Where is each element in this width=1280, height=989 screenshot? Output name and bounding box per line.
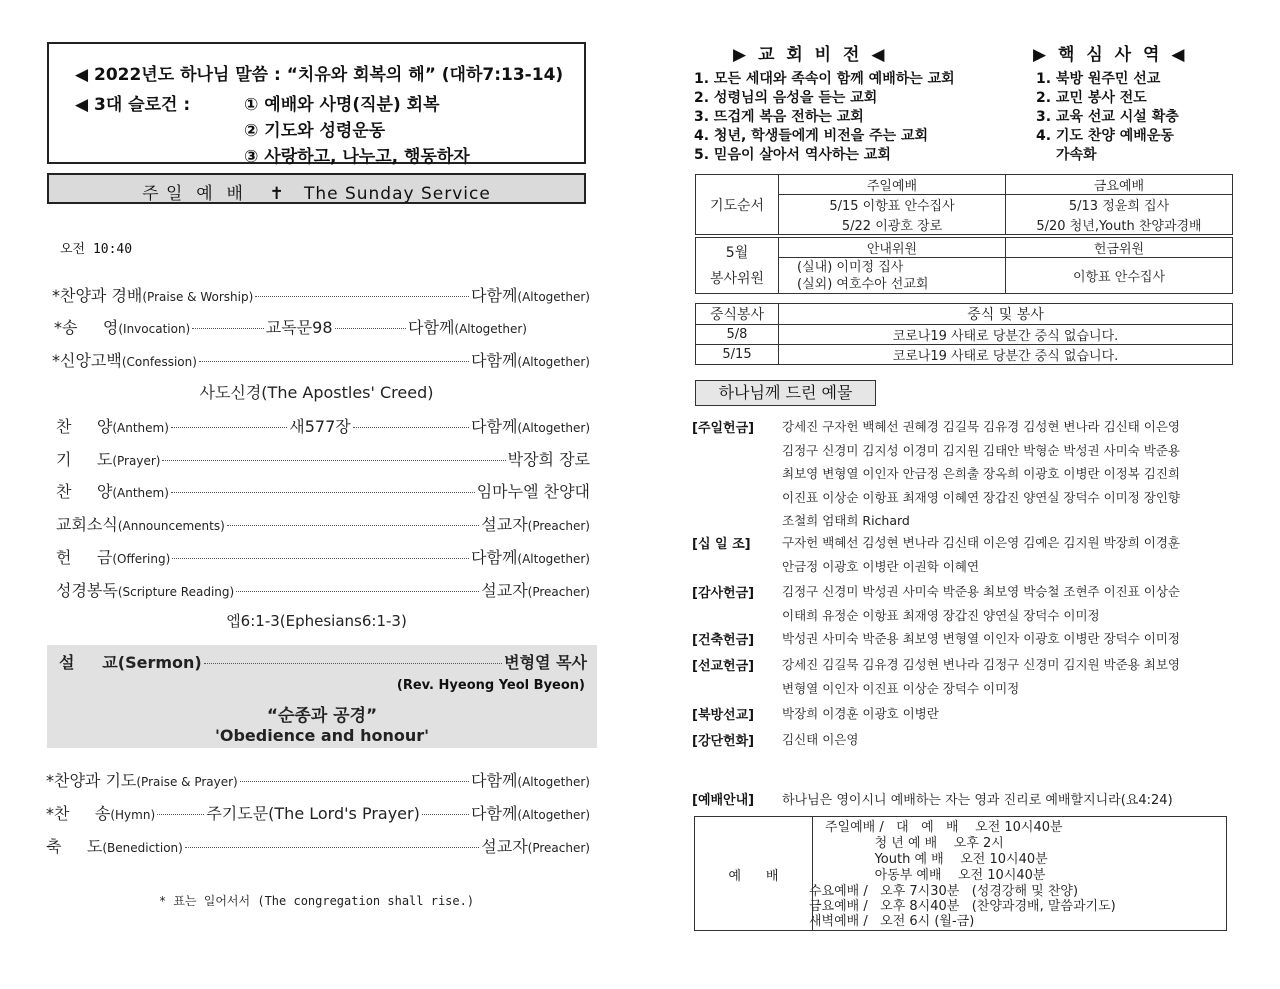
core-item: 3. 교육 선교 시설 확충 bbox=[1036, 109, 1179, 125]
standing-note: * 표는 일어서서 (The congregation shall rise.) bbox=[158, 894, 475, 908]
slogan-3: ③ 사랑하고, 나누고, 행동하자 bbox=[244, 147, 470, 167]
sermon-preacher-eng: (Rev. Hyeong Yeol Byeon) bbox=[396, 678, 585, 693]
table-cell: 5/15 bbox=[696, 345, 779, 365]
order-item-leader-english: (Altogether) bbox=[517, 775, 590, 789]
leader-dots bbox=[353, 427, 469, 428]
offering-names-line: 강세진 구자헌 백혜선 권혜경 김길묵 김유경 김성현 변나라 김신태 이은영 bbox=[782, 419, 1181, 434]
slogan-label: ◀ 3대 슬로건 : bbox=[75, 95, 191, 115]
offering-names-line: 안금정 이광호 이병란 이권학 이혜연 bbox=[782, 558, 980, 574]
col-friday: 금요예배 bbox=[1006, 175, 1233, 195]
vision-item: 1. 모든 세대와 족속이 함께 예배하는 교회 bbox=[694, 71, 955, 87]
worship-times-box bbox=[694, 816, 1227, 931]
leader-dots bbox=[240, 781, 469, 782]
sermon-label: 설 교 bbox=[59, 653, 118, 672]
worship-guide-label: [예배안내] bbox=[692, 793, 755, 808]
leader-dots bbox=[199, 361, 469, 362]
service-time: 오전 10:40 bbox=[60, 242, 133, 257]
order-item-name: *신앙고백 bbox=[52, 351, 122, 370]
order-item-leader-english: (Altogether) bbox=[517, 355, 590, 369]
order-item bbox=[54, 315, 527, 338]
offering-names-line: 박성권 사미숙 박준용 최보영 변형열 이인자 이광호 이병란 장덕수 이미정 bbox=[782, 631, 1181, 646]
order-item-name: *찬양과 경배 bbox=[52, 286, 143, 305]
order-item-leader-english: (Altogether) bbox=[517, 552, 590, 566]
order-item-english: (Benediction) bbox=[102, 841, 183, 855]
order-item-english: (Hymn) bbox=[110, 808, 156, 822]
offering-category-label: [선교헌금] bbox=[692, 659, 755, 674]
offerings-title: 하나님께 드린 예물 bbox=[695, 380, 876, 406]
prayer-order-table bbox=[695, 174, 1233, 235]
order-item-leader-english: (Altogether) bbox=[517, 290, 590, 304]
sunday-service-header bbox=[47, 173, 586, 204]
vision-item: 2. 성령님의 음성을 듣는 교회 bbox=[694, 90, 878, 106]
worship-row: 아동부 예배 오전 10시40분 bbox=[825, 868, 1046, 883]
col-offering: 헌금위원 bbox=[1006, 238, 1233, 258]
offering-names-line: 이진표 이상순 이항표 최재영 이혜연 장갑진 양연실 장덕수 이미정 장인향 bbox=[782, 489, 1181, 505]
leader-dots bbox=[422, 814, 469, 815]
order-item-name: 헌 금 bbox=[56, 548, 113, 567]
offering-category-label: [주일헌금] bbox=[692, 421, 755, 436]
leader-dots bbox=[236, 591, 479, 592]
leader-dots bbox=[255, 296, 469, 297]
order-item-name: 교회소식 bbox=[56, 515, 118, 534]
order-item-leader-english: (Preacher) bbox=[527, 519, 590, 533]
order-item-leader: 박장희 장로 bbox=[507, 450, 590, 469]
slogan-2: ② 기도와 성령운동 bbox=[244, 121, 386, 141]
month-label: 5월 bbox=[725, 244, 749, 261]
order-item-english: (Announcements) bbox=[117, 519, 225, 533]
offering-names-line: 변형열 이인자 이진표 이상순 장덕수 이미정 bbox=[782, 680, 1020, 696]
worship-label: 예 배 bbox=[728, 869, 779, 884]
leader-dots bbox=[204, 663, 502, 664]
core-item: 1. 북방 원주민 선교 bbox=[1036, 71, 1161, 87]
table-cell: 코로나19 사태로 당분간 중식 없습니다. bbox=[779, 325, 1233, 345]
order-item-leader: 설교자 bbox=[481, 837, 528, 856]
order-item-leader-english: (Preacher) bbox=[527, 585, 590, 599]
order-item bbox=[56, 414, 590, 437]
order-item-name: *찬양과 기도 bbox=[46, 771, 137, 790]
col-guide: 안내위원 bbox=[779, 238, 1006, 258]
leader-dots bbox=[185, 847, 479, 848]
worship-row: Youth 예 배 오전 10시40분 bbox=[825, 852, 1048, 867]
sunday-service-title: 주 일 예 배 ✝ The Sunday Service bbox=[142, 184, 491, 204]
order-item-leader: 다함께 bbox=[471, 804, 518, 823]
core-item: 4. 기도 찬양 예배운동 bbox=[1036, 128, 1174, 144]
worship-row: 청 년 예 배 오후 2시 bbox=[825, 836, 1004, 851]
order-item-english: (Scripture Reading) bbox=[117, 585, 235, 599]
order-item-name: 찬 양 bbox=[56, 417, 113, 436]
worship-guide-verse: 하나님은 영이시니 예배하는 자는 영과 진리로 예배할지니라(요4:24) bbox=[782, 793, 1173, 808]
prayer-order-label: 기도순서 bbox=[696, 175, 779, 235]
table-cell: 5/20 청년,Youth 찬양과경배 bbox=[1006, 215, 1233, 235]
worship-row: 새벽예배 / 오전 6시 (월-금) bbox=[809, 914, 975, 929]
table-cell: 5/13 정윤희 집사 bbox=[1006, 195, 1233, 215]
service-committee-label bbox=[696, 238, 779, 294]
order-item-name: 기 도 bbox=[56, 450, 113, 469]
order-item-english: (Anthem) bbox=[112, 421, 169, 435]
annual-word-line: ◀ 2022년도 하나님 말씀 : “치유와 회복의 해” (대하7:13-14) bbox=[75, 65, 564, 85]
offering-names-line: 이태희 유정순 이항표 최재영 장갑진 양연실 장덕수 이미정 bbox=[782, 607, 1100, 623]
order-item bbox=[56, 578, 590, 601]
order-item bbox=[56, 512, 590, 535]
order-item-leader: 다함께 bbox=[471, 351, 518, 370]
order-item-name: 축 도 bbox=[46, 837, 103, 856]
order-item-detail: 교독문98 bbox=[265, 318, 333, 337]
order-item-name: *송 영 bbox=[54, 318, 119, 337]
scripture-reference: 엡6:1-3(Ephesians6:1-3) bbox=[226, 612, 407, 630]
lunch-label: 중식봉사 bbox=[696, 304, 779, 325]
sermon-line bbox=[59, 650, 587, 673]
order-item-name: 성경봉독 bbox=[56, 581, 118, 600]
offering-member: 이항표 안수집사 bbox=[1006, 258, 1233, 294]
sermon-box bbox=[47, 645, 597, 748]
order-item-leader: 다함께 bbox=[471, 417, 518, 436]
table-cell: 5/15 이항표 안수집사 bbox=[779, 195, 1006, 215]
order-item-leader: 다함께 bbox=[408, 318, 455, 337]
worship-label-cell bbox=[695, 817, 813, 930]
offering-names-line: 김신태 이은영 bbox=[782, 732, 859, 747]
order-item-leader: 다함께 bbox=[471, 771, 518, 790]
worship-row: 금요예배 / 오후 8시40분 (찬양과경배, 말씀과기도) bbox=[809, 899, 1116, 914]
offering-names-line: 김정구 신경미 박성권 사미숙 박준용 최보영 박승철 조현주 이진표 이상순 bbox=[782, 584, 1181, 599]
table-cell: 코로나19 사태로 당분간 중식 없습니다. bbox=[779, 345, 1233, 365]
guide-outdoor: (실외) 여호수아 선교회 bbox=[797, 276, 929, 292]
leader-dots bbox=[157, 814, 204, 815]
order-item bbox=[56, 447, 590, 470]
sermon-label-eng: (Sermon) bbox=[117, 653, 202, 672]
guide-members bbox=[779, 258, 1006, 294]
order-item bbox=[46, 801, 590, 824]
col-sunday: 주일예배 bbox=[779, 175, 1006, 195]
order-item-leader-english: (Altogether) bbox=[517, 421, 591, 435]
order-item bbox=[52, 348, 590, 371]
leader-dots bbox=[227, 525, 480, 526]
lunch-service-table bbox=[695, 303, 1233, 365]
order-item-english: (Praise & Worship) bbox=[142, 290, 254, 304]
order-item-leader-english: (Preacher) bbox=[527, 841, 590, 855]
order-item bbox=[56, 479, 590, 502]
core-item: 가속화 bbox=[1056, 147, 1097, 163]
offering-category-label: [십 일 조] bbox=[692, 537, 751, 552]
offering-names-line: 구자헌 백혜선 김성현 변나라 김신태 이은영 김예은 김지원 박장희 이경훈 bbox=[782, 535, 1181, 550]
order-item bbox=[52, 283, 590, 306]
offering-names-line: 강세진 김길묵 김유경 김성현 변나라 김정구 신경미 김지원 박준용 최보영 bbox=[782, 657, 1181, 672]
order-item-detail: 주기도문(The Lord's Prayer) bbox=[206, 804, 420, 823]
committee-label: 봉사위원 bbox=[709, 270, 765, 287]
guide-indoor: (실내) 이미정 집사 bbox=[797, 259, 904, 275]
order-item-english: (Confession) bbox=[121, 355, 197, 369]
leader-dots bbox=[171, 427, 287, 428]
order-item-leader: 설교자 bbox=[481, 515, 528, 534]
slogan-1: ① 예배와 사명(직분) 회복 bbox=[244, 95, 440, 115]
offering-category-label: [강단헌화] bbox=[692, 734, 755, 749]
offering-names-line: 조철희 엄태희 Richard bbox=[782, 513, 910, 528]
vision-item: 5. 믿음이 살아서 역사하는 교회 bbox=[694, 147, 891, 163]
vision-item: 4. 청년, 학생들에게 비전을 주는 교회 bbox=[694, 128, 929, 144]
leader-dots bbox=[162, 460, 505, 461]
worship-row: 수요예배 / 오후 7시30분 (성경강해 및 찬양) bbox=[809, 884, 1079, 899]
lunch-col: 중식 및 봉사 bbox=[779, 304, 1233, 325]
order-item-detail: 새577장 bbox=[289, 417, 351, 436]
offering-names-line: 최보영 변형열 이인자 안금정 은희출 장옥희 이광호 이병란 이정복 김진희 bbox=[782, 466, 1181, 481]
sermon-title-korean: “순종과 공경” bbox=[266, 706, 378, 726]
order-item-english: (Anthem) bbox=[112, 486, 169, 500]
leader-dots bbox=[172, 558, 469, 559]
offering-names-line: 박장희 이경훈 이광호 이병란 bbox=[782, 706, 939, 721]
may-service-table bbox=[695, 237, 1233, 294]
order-item-leader: 다함께 bbox=[471, 548, 518, 567]
order-item bbox=[56, 545, 590, 568]
order-item-name: 찬 양 bbox=[56, 482, 113, 501]
worship-row: 주일예배 / 대 예 배 오전 10시40분 bbox=[825, 820, 1063, 835]
order-item-name: *찬 송 bbox=[46, 804, 111, 823]
order-item-english: (Prayer) bbox=[112, 454, 161, 468]
leader-dots bbox=[192, 328, 264, 329]
sermon-preacher: 변형열 목사 bbox=[504, 653, 587, 672]
order-item-leader-english: (Altogether) bbox=[517, 808, 591, 822]
offering-category-label: [감사헌금] bbox=[692, 586, 755, 601]
vision-item: 3. 뜨겁게 복음 전하는 교회 bbox=[694, 109, 864, 125]
order-item-leader: 설교자 bbox=[481, 581, 528, 600]
order-item bbox=[46, 768, 590, 791]
leader-dots bbox=[335, 328, 407, 329]
core-item: 2. 교민 봉사 전도 bbox=[1036, 90, 1147, 106]
offering-names-line: 김정구 신경미 김지성 이경미 김지원 김태안 박형순 박성권 사미숙 박준용 bbox=[782, 442, 1181, 458]
sermon-title-english: 'Obedience and honour' bbox=[214, 726, 430, 745]
order-item bbox=[46, 834, 590, 857]
order-item-english: (Offering) bbox=[112, 552, 171, 566]
offering-category-label: [건축헌금] bbox=[692, 633, 755, 648]
annual-theme-box bbox=[47, 42, 586, 167]
table-cell: 5/8 bbox=[696, 325, 779, 345]
apostles-creed: 사도신경(The Apostles' Creed) bbox=[199, 383, 434, 402]
order-item-leader: 다함께 bbox=[471, 286, 518, 305]
core-ministry-title: ▶ 핵 심 사 역 ◀ bbox=[1033, 45, 1188, 65]
order-item-english: (Praise & Prayer) bbox=[136, 775, 238, 789]
order-item-leader-english: (Altogether) bbox=[454, 322, 527, 336]
order-item-english: (Invocation) bbox=[118, 322, 191, 336]
church-vision-title: ▶ 교 회 비 전 ◀ bbox=[733, 45, 888, 65]
leader-dots bbox=[171, 492, 475, 493]
table-cell: 5/22 이광호 장로 bbox=[779, 215, 1006, 235]
order-item-leader: 임마누엘 찬양대 bbox=[476, 482, 590, 501]
offering-category-label: [북방선교] bbox=[692, 708, 755, 723]
